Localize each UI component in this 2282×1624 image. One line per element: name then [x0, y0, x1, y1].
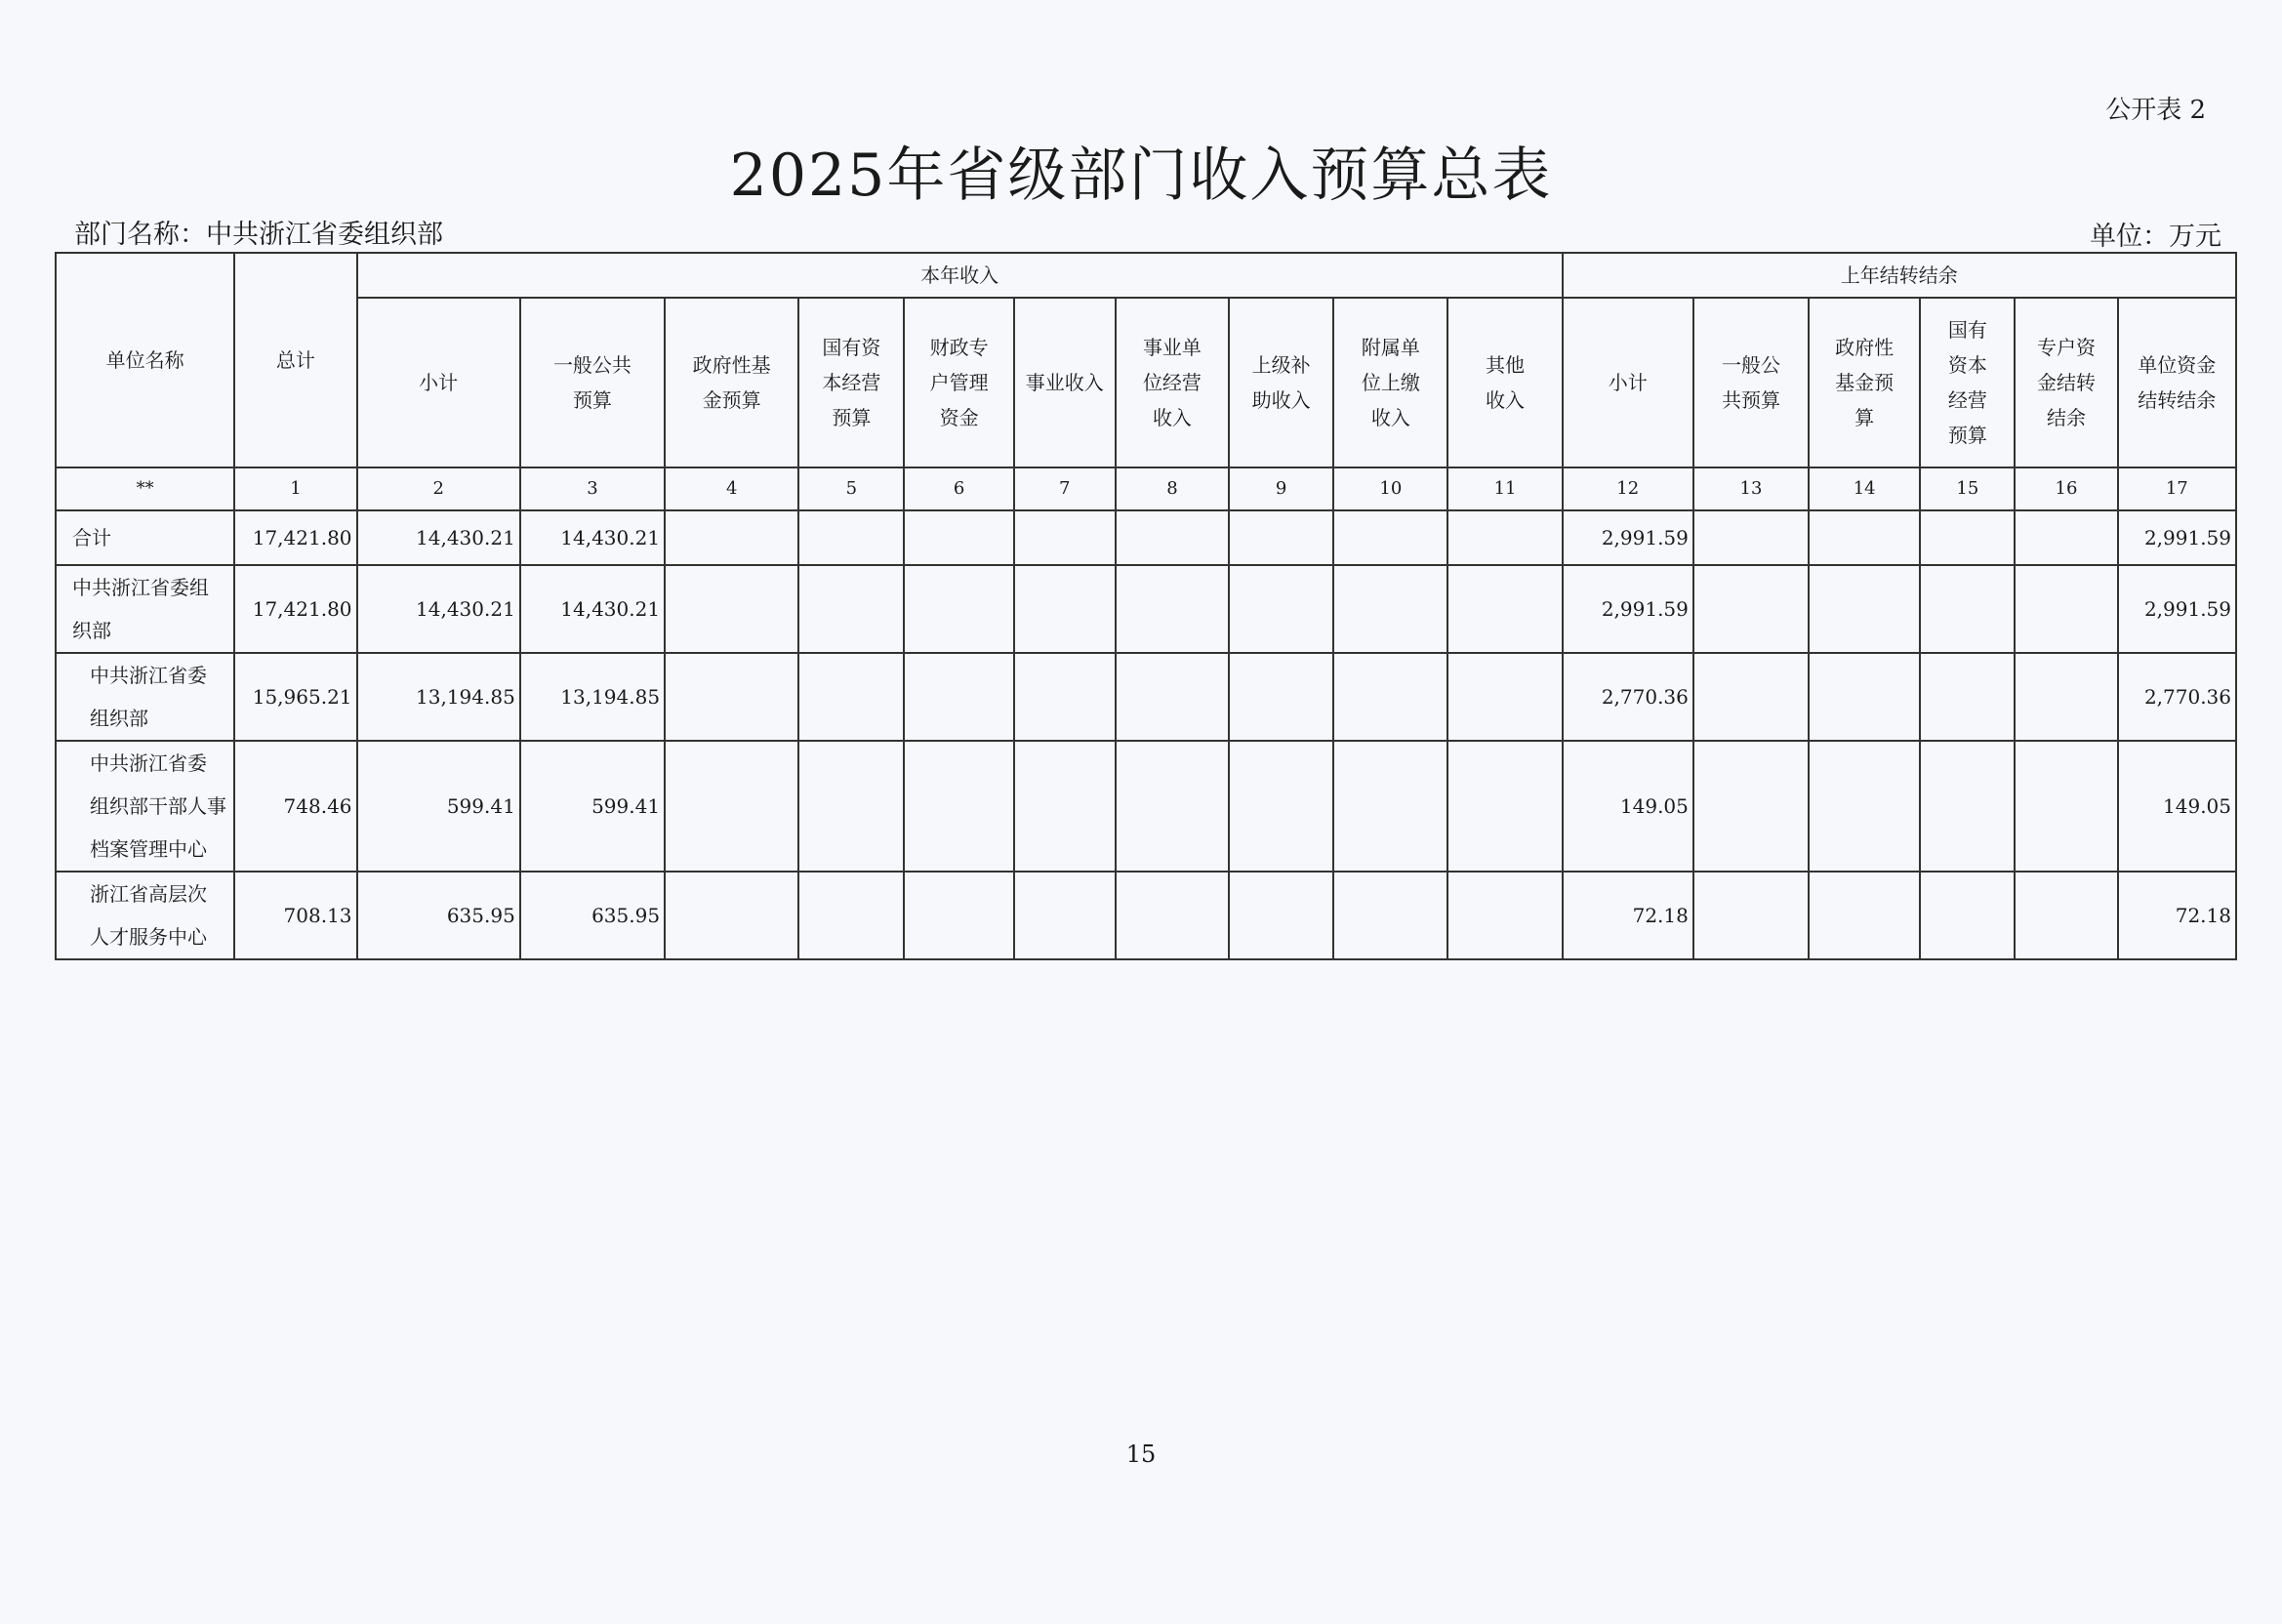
header-line: 结余 — [2047, 406, 2086, 429]
header-line: 政府性基 — [692, 353, 771, 377]
table-row — [56, 653, 2236, 741]
value-cell-total: 15,965.21 — [234, 653, 356, 741]
empty-cell — [1333, 741, 1447, 872]
unit-name-line: 中共浙江省委 — [90, 664, 207, 687]
col-current-5 — [904, 298, 1013, 467]
empty-cell — [1920, 741, 2015, 872]
col-current-9 — [1333, 298, 1447, 467]
empty-cell — [1116, 565, 1229, 653]
empty-cell — [2015, 872, 2117, 959]
column-index: 8 — [1116, 467, 1229, 510]
unit-name-cell — [56, 741, 234, 872]
header-line: 单位名称 — [105, 348, 184, 372]
page-number: 15 — [1125, 1441, 1157, 1468]
unit-label: 单位：万元 — [2090, 222, 2221, 252]
empty-cell — [1116, 653, 1229, 741]
col-current-7 — [1116, 298, 1229, 467]
empty-cell — [665, 741, 798, 872]
value-cell-prior-unit: 72.18 — [2118, 872, 2236, 959]
header-line: 一般公 — [1721, 353, 1780, 377]
unit-name-cell — [56, 565, 234, 653]
empty-cell — [1809, 565, 1920, 653]
header-line: 单位资金 — [2138, 353, 2217, 377]
value-cell-sub: 599.41 — [357, 741, 520, 872]
column-index: 13 — [1693, 467, 1809, 510]
empty-cell — [1920, 565, 2015, 653]
empty-cell — [1809, 872, 1920, 959]
header-line: 户管理 — [929, 371, 989, 394]
col-current-10 — [1447, 298, 1562, 467]
unit-name-line: 合计 — [72, 526, 111, 549]
col-total — [234, 253, 356, 467]
empty-cell — [1693, 653, 1809, 741]
header-line: 国有资 — [822, 336, 881, 359]
empty-cell — [1693, 741, 1809, 872]
empty-cell — [798, 741, 904, 872]
budget-table — [55, 252, 2237, 960]
column-index: 16 — [2015, 467, 2117, 510]
header-line: 事业收入 — [1025, 371, 1104, 394]
empty-cell — [1447, 565, 1562, 653]
sub-header-row — [56, 298, 2236, 467]
unit-name-line: 人才服务中心 — [90, 925, 207, 949]
empty-cell — [798, 872, 904, 959]
column-index: 17 — [2118, 467, 2236, 510]
value-cell-prior-sub: 2,770.36 — [1563, 653, 1693, 741]
table-row — [56, 872, 2236, 959]
header-line: 国有 — [1947, 318, 1987, 342]
value-cell-prior-sub: 2,991.59 — [1563, 565, 1693, 653]
unit-name-line: 档案管理中心 — [90, 837, 207, 861]
col-current-8 — [1229, 298, 1333, 467]
header-line: 小计 — [1608, 371, 1648, 394]
unit-name-line: 组织部干部人事 — [90, 794, 226, 818]
value-cell-general: 635.95 — [520, 872, 665, 959]
empty-cell — [1014, 510, 1116, 565]
empty-cell — [1809, 510, 1920, 565]
empty-cell — [665, 653, 798, 741]
empty-cell — [1014, 565, 1116, 653]
col-current-4 — [798, 298, 904, 467]
empty-cell — [1014, 653, 1116, 741]
group-prior-carryover: 上年结转结余 — [1563, 253, 2236, 298]
unit-name-cell — [56, 510, 234, 565]
empty-cell — [665, 565, 798, 653]
value-cell-sub: 13,194.85 — [357, 653, 520, 741]
empty-cell — [1014, 872, 1116, 959]
value-cell-prior-sub: 149.05 — [1563, 741, 1693, 872]
column-index: ** — [56, 467, 234, 510]
empty-cell — [1693, 872, 1809, 959]
empty-cell — [1116, 872, 1229, 959]
empty-cell — [798, 510, 904, 565]
empty-cell — [1116, 741, 1229, 872]
header-line: 基金预 — [1835, 371, 1895, 394]
column-index: 7 — [1014, 467, 1116, 510]
header-line: 预算 — [1947, 424, 1987, 447]
header-line: 收入 — [1486, 388, 1526, 412]
department-label: 部门名称：中共浙江省委组织部 — [74, 220, 443, 250]
value-cell-general: 14,430.21 — [520, 565, 665, 653]
empty-cell — [1920, 510, 2015, 565]
header-line: 结转结余 — [2138, 388, 2217, 412]
col-unit-name — [56, 253, 234, 467]
empty-cell — [1333, 653, 1447, 741]
column-index: 10 — [1333, 467, 1447, 510]
empty-cell — [904, 741, 1013, 872]
column-index: 4 — [665, 467, 798, 510]
empty-cell — [1809, 741, 1920, 872]
header-line: 经营 — [1947, 388, 1987, 412]
value-cell-prior-unit: 149.05 — [2118, 741, 2236, 872]
empty-cell — [1229, 510, 1333, 565]
value-cell-general: 13,194.85 — [520, 653, 665, 741]
empty-cell — [1809, 653, 1920, 741]
table-body — [56, 510, 2236, 959]
col-prior-1 — [1563, 298, 1693, 467]
column-index: 15 — [1920, 467, 2015, 510]
column-index: 14 — [1809, 467, 1920, 510]
unit-name-line: 中共浙江省委 — [90, 751, 207, 775]
value-cell-total: 748.46 — [234, 741, 356, 872]
header-line: 上级补 — [1251, 353, 1311, 377]
col-current-1 — [357, 298, 520, 467]
value-cell-prior-sub: 72.18 — [1563, 872, 1693, 959]
column-index: 2 — [357, 467, 520, 510]
empty-cell — [1447, 510, 1562, 565]
header-line: 预算 — [832, 406, 872, 429]
empty-cell — [665, 872, 798, 959]
empty-cell — [665, 510, 798, 565]
empty-cell — [2015, 653, 2117, 741]
unit-name-line: 中共浙江省委组 — [72, 576, 209, 599]
header-line: 算 — [1854, 406, 1875, 429]
header-line: 共预算 — [1721, 388, 1780, 412]
unit-name-cell — [56, 872, 234, 959]
table-row — [56, 565, 2236, 653]
col-current-2 — [520, 298, 665, 467]
value-cell-prior-sub: 2,991.59 — [1563, 510, 1693, 565]
empty-cell — [904, 653, 1013, 741]
empty-cell — [1920, 872, 2015, 959]
column-index: 1 — [234, 467, 356, 510]
empty-cell — [1014, 741, 1116, 872]
header-line: 金结转 — [2037, 371, 2096, 394]
empty-cell — [1229, 741, 1333, 872]
value-cell-sub: 635.95 — [357, 872, 520, 959]
col-prior-3 — [1809, 298, 1920, 467]
header-line: 附属单 — [1361, 336, 1420, 359]
header-line: 财政专 — [929, 336, 989, 359]
empty-cell — [1333, 872, 1447, 959]
column-index: 5 — [798, 467, 904, 510]
empty-cell — [1229, 653, 1333, 741]
empty-cell — [798, 565, 904, 653]
empty-cell — [2015, 565, 2117, 653]
value-cell-prior-unit: 2,770.36 — [2118, 653, 2236, 741]
table-row — [56, 510, 2236, 565]
column-index: 12 — [1563, 467, 1693, 510]
column-index: 6 — [904, 467, 1013, 510]
value-cell-prior-unit: 2,991.59 — [2118, 565, 2236, 653]
value-cell-general: 14,430.21 — [520, 510, 665, 565]
header-line: 总计 — [275, 348, 315, 372]
empty-cell — [904, 872, 1013, 959]
header-line: 一般公共 — [552, 353, 632, 377]
value-cell-general: 599.41 — [520, 741, 665, 872]
header-line: 位经营 — [1142, 371, 1202, 394]
header-line: 事业单 — [1142, 336, 1202, 359]
unit-name-line: 组织部 — [90, 707, 148, 730]
header-line: 预算 — [572, 388, 612, 412]
unit-name-line: 织部 — [72, 619, 111, 642]
group-header-row — [56, 253, 2236, 298]
column-index: 3 — [520, 467, 665, 510]
header-line: 政府性 — [1835, 336, 1895, 359]
header-line: 其他 — [1486, 353, 1526, 377]
empty-cell — [1333, 565, 1447, 653]
header-line: 专户资 — [2037, 336, 2096, 359]
value-cell-prior-unit: 2,991.59 — [2118, 510, 2236, 565]
empty-cell — [1333, 510, 1447, 565]
empty-cell — [1447, 653, 1562, 741]
table-row — [56, 741, 2236, 872]
unit-name-cell — [56, 653, 234, 741]
col-current-6 — [1014, 298, 1116, 467]
empty-cell — [1693, 565, 1809, 653]
table-tag: 公开表 2 — [2105, 96, 2206, 125]
empty-cell — [1447, 741, 1562, 872]
empty-cell — [1447, 872, 1562, 959]
empty-cell — [904, 510, 1013, 565]
empty-cell — [1920, 653, 2015, 741]
header-line: 位上缴 — [1361, 371, 1420, 394]
page-title: 2025年省级部门收入预算总表 — [729, 142, 1553, 210]
empty-cell — [904, 565, 1013, 653]
index-row — [56, 467, 2236, 510]
header-line: 资金 — [939, 406, 979, 429]
empty-cell — [2015, 741, 2117, 872]
col-prior-6 — [2118, 298, 2236, 467]
empty-cell — [1229, 565, 1333, 653]
column-index: 9 — [1229, 467, 1333, 510]
value-cell-sub: 14,430.21 — [357, 510, 520, 565]
header-line: 资本 — [1947, 353, 1987, 377]
header-line: 金预算 — [702, 388, 761, 412]
group-current-income: 本年收入 — [357, 253, 1563, 298]
value-cell-sub: 14,430.21 — [357, 565, 520, 653]
header-line: 助收入 — [1251, 388, 1311, 412]
empty-cell — [1116, 510, 1229, 565]
header-line: 本经营 — [822, 371, 881, 394]
column-index: 11 — [1447, 467, 1562, 510]
value-cell-total: 17,421.80 — [234, 510, 356, 565]
header-line: 收入 — [1370, 406, 1410, 429]
col-prior-5 — [2015, 298, 2117, 467]
header-line: 收入 — [1152, 406, 1192, 429]
col-prior-4 — [1920, 298, 2015, 467]
value-cell-total: 708.13 — [234, 872, 356, 959]
empty-cell — [1229, 872, 1333, 959]
col-current-3 — [665, 298, 798, 467]
empty-cell — [2015, 510, 2117, 565]
col-prior-2 — [1693, 298, 1809, 467]
header-line: 小计 — [419, 371, 459, 394]
unit-name-line: 浙江省高层次 — [90, 882, 207, 906]
empty-cell — [798, 653, 904, 741]
value-cell-total: 17,421.80 — [234, 565, 356, 653]
empty-cell — [1693, 510, 1809, 565]
